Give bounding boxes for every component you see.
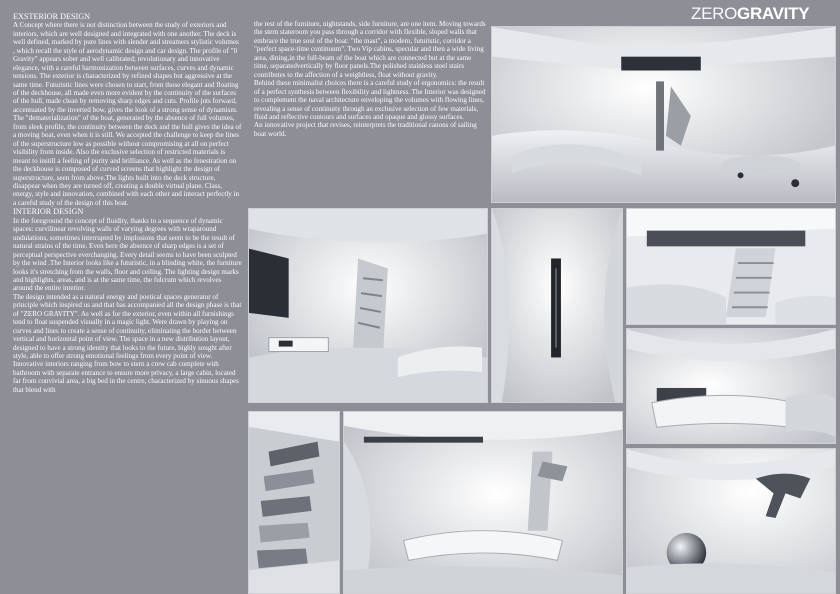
interior-render-dining-area (343, 411, 623, 594)
interior-render-stair-detail (248, 411, 340, 594)
interior-continued-text: the rest of the furniture, nightstands, side furniture, are one item. Moving towards the stern stateroom you pass through a corridor with flexible, sloped walls that embrace the true soul of the boat: "the mast", a modern, futuristic, corridor a "perfect space-time continuum". Two Vip cabins, specular and then a wide living area, dining,in the full-beam of the boat which are connected but at the same time, separatedvertically by floor panels.The polished stainless steel stairs contributes to the affection of a weightless, float without gravity. (254, 20, 486, 79)
interior-design-heading: INTERIOR DESIGN (13, 207, 84, 217)
interior-render-bathroom (626, 448, 836, 594)
interior-render-living-area (491, 26, 836, 203)
interior-design-text-2: The design intended as a natural energy and poetical spaces generator of principle which inspired us and that has accompanied all the design phase is that of "ZERO GRAVITY". As well as for the exterior, even within all furnishings tend to float suspended visually in a magic light. Were drawn by playing on curves and lines to create a sense of continuity, eliminating the border between vertical and horizontal point of view. The space in a new distribution layout, designed to have a strong identity that looks to the future, highly sought after style, able to offer strong emotional feelings from every point of view. Innovative interiors ranging from bow to stern a crew cab complete with bathroom with separate entrance to ensure more privacy, a large cabin, located far from convivial area, a big bed in the centre, characterized by sinuous shapes that blend with (13, 292, 242, 394)
text-column-left (13, 12, 242, 588)
title-word-gravity: GRAVITY (737, 4, 810, 23)
exterior-design-heading: EXSTERIOR DESIGN (13, 12, 91, 21)
exterior-design-text: A Concept where there is not distinction between the study of exteriors and interiors, which are well designed and integrated with one another. The deck is well defined, marked by pure lines with slender and streamers stylistic volumes , which recall the style of aerodynamic design and car design. The profile of "0 Gravity" appears sober and well calibrated; revolutionary and innovative elegance, with a careful harmonization between surfaces, curves and dynamic tensions. The exterior is characterized by refined shapes but aggressive at the same time. Futuristic lines were chosen to start, from those elegant and floating of the deckhouse, all made even more evident by the continuity of the surfaces of the hull, made clean by removing sharp edges and cuts. Profile juts forward, accentuated by the inverted bow, gives the look of a strong sense of dynamism. The "dematerialization" of the boat, generated by the absence of full volumes, from sleek profile, the continuity between the deck and the hull gives the idea of a moving boat, even when it is still. We accepted the challenge to keep the lines of the superstructure low as possible without compromising at all on perfect visibility from inside. Also the exclusive selection of restricted materials is meant to instill a feeling of purity and brilliance. As well as the fenestration on the deckhouse is composed of curved screens that highlight the design of superstructure, seen from above.The lights built into the deck structure, disappear when they are turned off, creating a double virtual plane. Class, energy, style and innovation, combined with each other and interact perfectly in a careful study of the design of this boat. (13, 21, 242, 207)
title-word-zero: ZERO (691, 4, 738, 23)
interior-render-stairs-living (248, 208, 488, 403)
interior-design-text-1: In the foreground the concept of fluidity, thanks to a sequence of dynamic spaces: curvilinear revolving walls of varying degrees with wraparound undulations, sometimes interrupted by implosions that seem to be the result of natural strains of the time. Even here the absence of sharp edges is a set of perceptual perspective everchanging. Every detail seems to have been sculpted by the wind .The Interior looks like a futuristic, in a blinding white, the furniture looks it's stretching from the walls, floor and ceiling. The lighting design marks and highlights, areas, and is at the same time, the fulcrum which revolves around the entire interior. (13, 216, 242, 293)
interior-render-bedroom (626, 328, 836, 444)
interior-render-cabin-stairs (626, 208, 836, 325)
ergonomics-text: Behind these minimalist choices there is a careful study of ergonomics: the result of a perfect synthesis between flexibility and lightness. The Interior was designed to complement the naval architecture enveloping the volumes with flowing lines, revealing a sense of continuity through an exclusive selection of few materials, fluid and reflective contours and surfaces and opaque and glossy surfaces. (254, 79, 486, 121)
interior-render-mast-corridor (491, 208, 623, 403)
closing-text: An innovative project that revises, reinterprets the traditional canons of sailing boat world. (254, 121, 477, 138)
page-title (691, 4, 809, 24)
text-column-middle (254, 20, 486, 204)
